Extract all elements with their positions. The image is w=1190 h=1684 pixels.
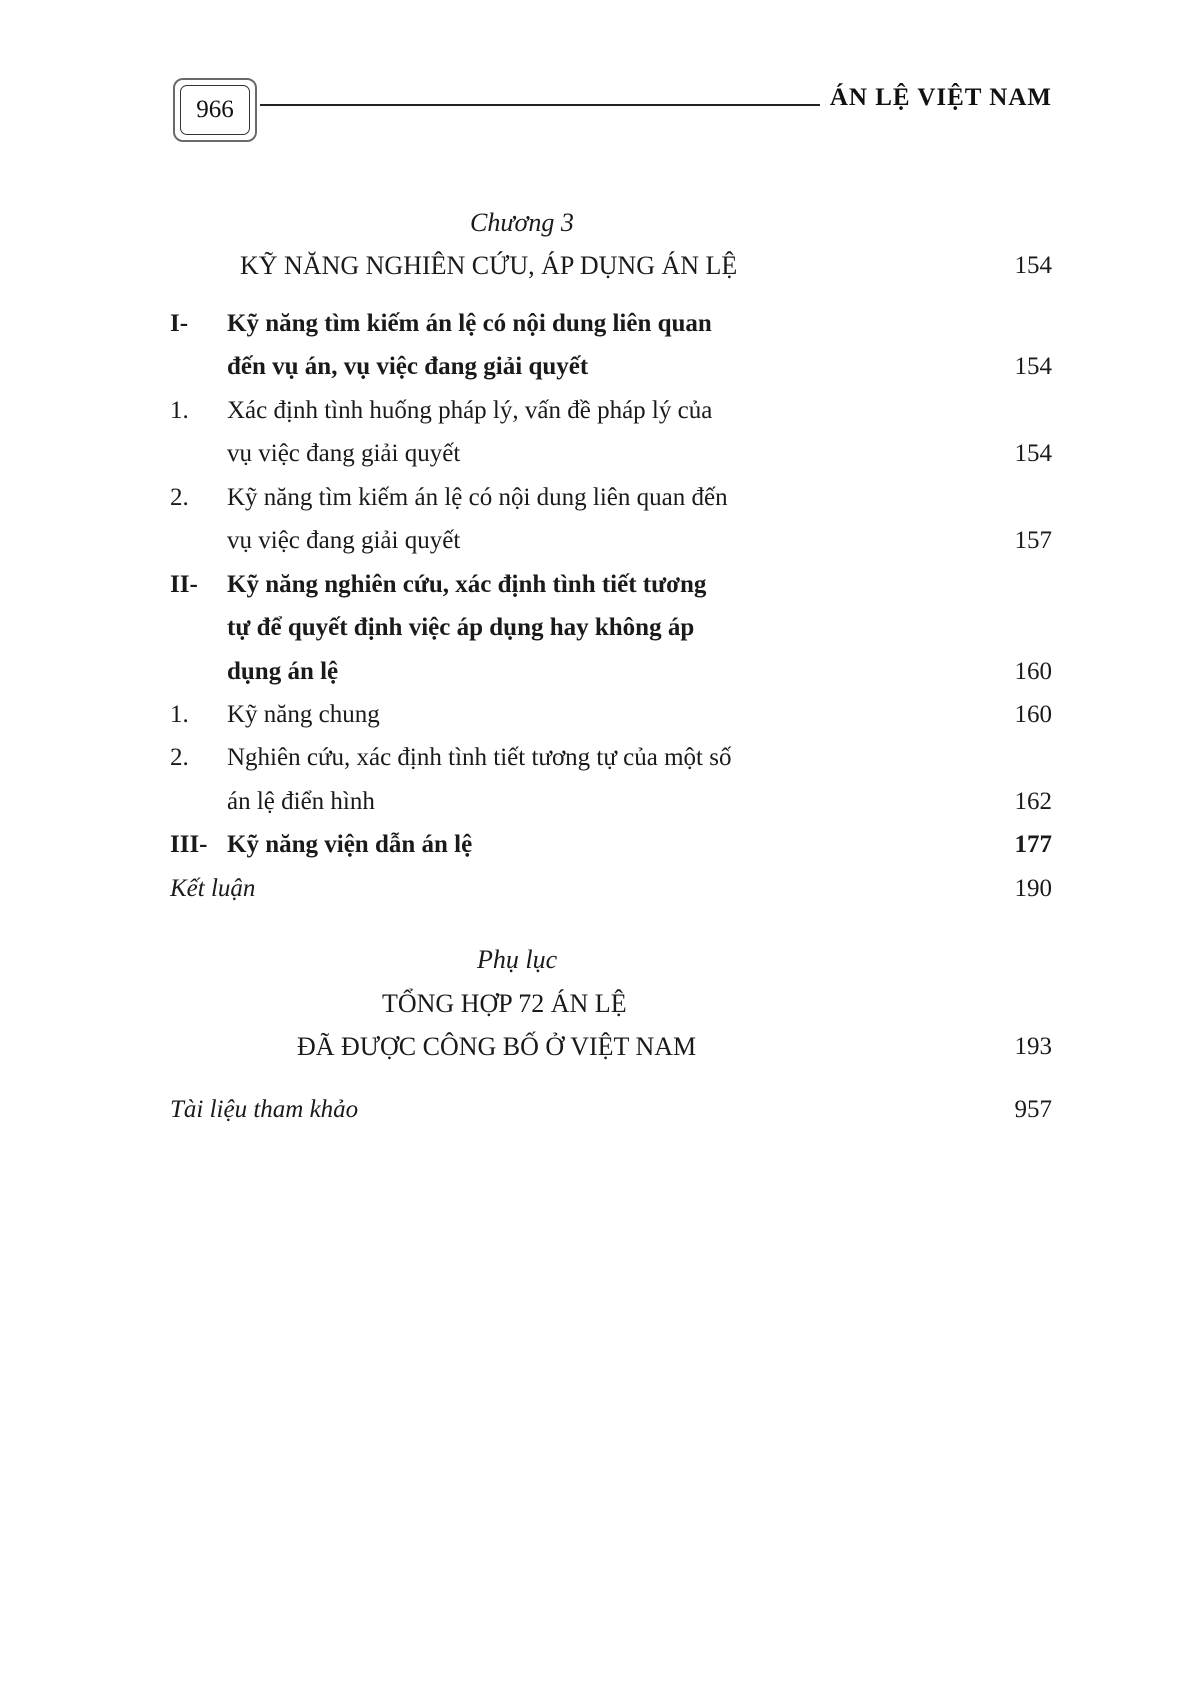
- toc-s1-2-page: 157: [1014, 527, 1052, 554]
- chapter-label: Chương 3: [470, 208, 574, 237]
- toc-s3-line1: Kỹ năng viện dẫn án lệ: [227, 831, 473, 858]
- toc-num-s1: I-: [170, 310, 189, 337]
- toc-s2-2-line2: án lệ điển hình: [227, 788, 375, 815]
- appendix-label: Phụ lục: [477, 945, 558, 974]
- toc-s2-1-line1: Kỹ năng chung: [227, 701, 380, 728]
- toc-conclusion: Kết luận: [170, 875, 256, 902]
- toc-s2-line1: Kỹ năng nghiên cứu, xác định tình tiết tương: [227, 571, 707, 598]
- toc-s1-1-line2: vụ việc đang giải quyết: [227, 440, 461, 467]
- toc-s3-page: 177: [1014, 831, 1052, 858]
- toc-s2-2-line1: Nghiên cứu, xác định tình tiết tương tự của một số: [227, 744, 732, 771]
- toc-num-s1-1: 1.: [170, 397, 189, 424]
- appendix-page: 193: [1014, 1033, 1052, 1060]
- toc-s1-line2: đến vụ án, vụ việc đang giải quyết: [227, 353, 589, 380]
- toc-num-s3: III-: [170, 831, 208, 858]
- chapter-title: KỸ NĂNG NGHIÊN CỨU, ÁP DỤNG ÁN LỆ: [240, 251, 738, 280]
- toc-num-s2-1: 1.: [170, 701, 189, 728]
- toc-s2-page: 160: [1014, 658, 1052, 685]
- toc-num-s2-2: 2.: [170, 744, 189, 771]
- toc-num-s2: II-: [170, 571, 198, 598]
- toc-num-s1-2: 2.: [170, 484, 189, 511]
- toc-s2-1-page: 160: [1014, 701, 1052, 728]
- toc-conclusion-page: 190: [1014, 875, 1052, 902]
- appendix-title-line1: TỔNG HỢP 72 ÁN LỆ: [382, 989, 627, 1018]
- toc-s2-line3: dụng án lệ: [227, 658, 339, 685]
- toc-s1-line1: Kỹ năng tìm kiếm án lệ có nội dung liên quan: [227, 310, 712, 337]
- running-title: ÁN LỆ VIỆT NAM: [829, 84, 1052, 111]
- chapter-page: 154: [1014, 252, 1052, 279]
- toc-s1-2-line1: Kỹ năng tìm kiếm án lệ có nội dung liên quan đến: [227, 484, 728, 511]
- toc-s1-page: 154: [1014, 353, 1052, 380]
- references-label: Tài liệu tham khảo: [170, 1096, 359, 1123]
- references-page: 957: [1014, 1096, 1052, 1123]
- toc-s1-1-page: 154: [1014, 440, 1052, 467]
- appendix-title-line2: ĐÃ ĐƯỢC CÔNG BỐ Ở VIỆT NAM: [297, 1032, 697, 1061]
- toc-s1-1-line1: Xác định tình huống pháp lý, vấn đề pháp lý của: [227, 397, 713, 424]
- header-rule: [260, 104, 820, 106]
- toc-s2-2-page: 162: [1014, 788, 1052, 815]
- toc-s2-line2: tự để quyết định việc áp dụng hay không áp: [227, 614, 695, 641]
- page-number-box: [173, 78, 257, 142]
- toc-s1-2-line2: vụ việc đang giải quyết: [227, 527, 461, 554]
- page-number: 966: [180, 85, 250, 135]
